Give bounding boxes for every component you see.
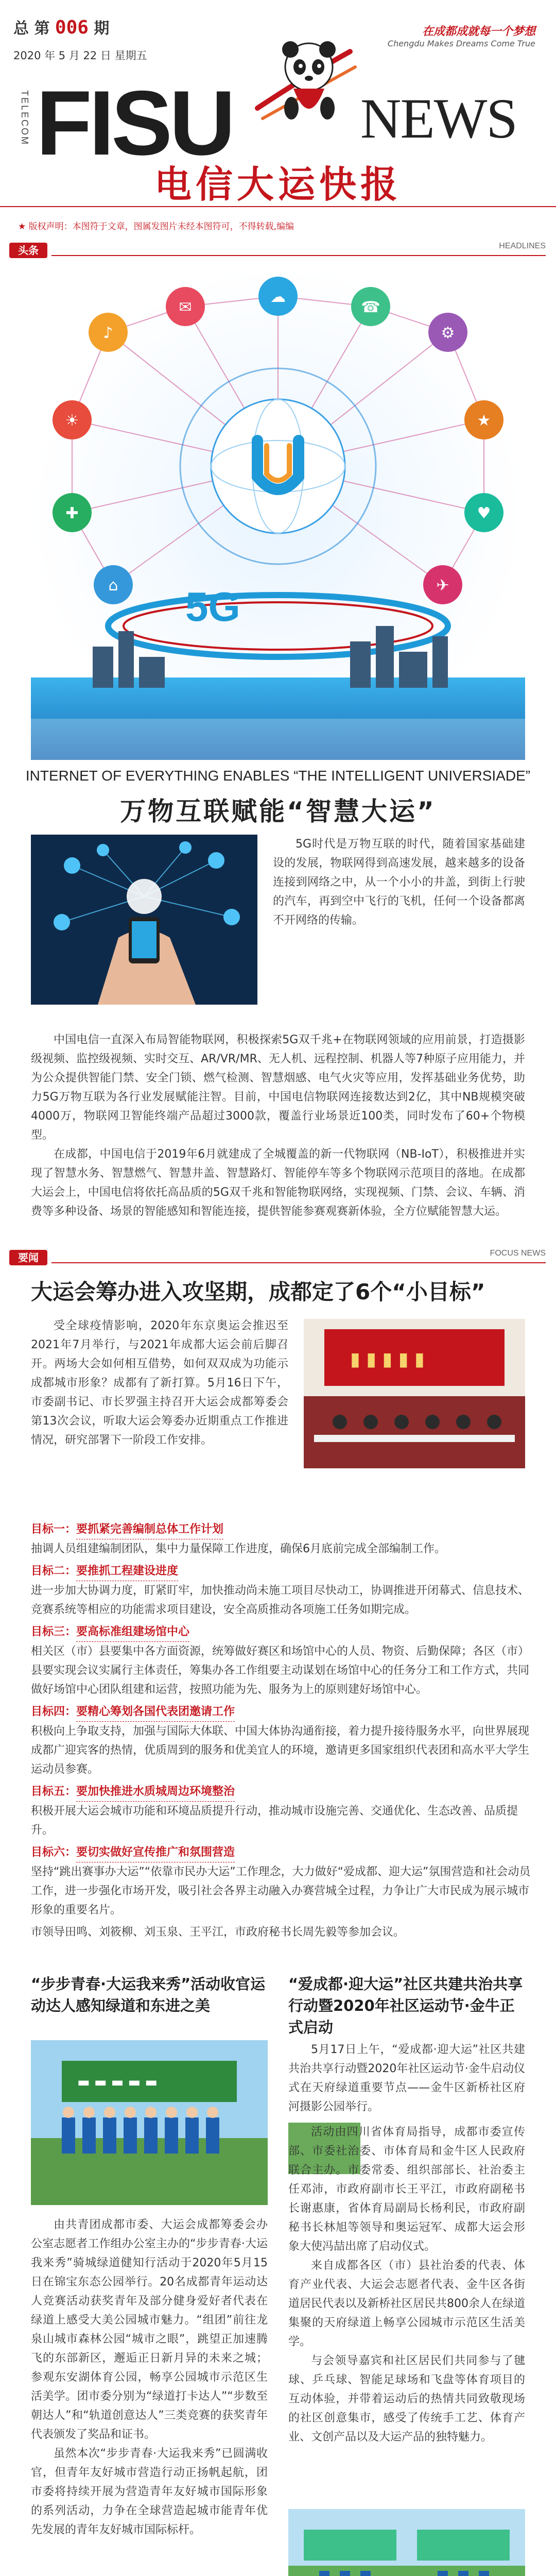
masthead-title: 电信大运快报 xyxy=(154,163,402,206)
article2-intro xyxy=(31,1316,288,1450)
left-col-headline: “步步青春·大运我来秀”活动收官运动达人感知绿道和东进之美 xyxy=(31,1975,266,2014)
svg-text:⚙: ⚙ xyxy=(441,324,455,342)
goal-2 xyxy=(31,1562,535,1619)
masthead-divider xyxy=(0,206,556,207)
copyright-notice: ★ 版权声明：本图符于文章，图属发图片未经本图符可，不得转载,编编 xyxy=(18,222,294,232)
5g-badge: 5G xyxy=(185,584,240,630)
left-col-photo xyxy=(31,2040,268,2205)
goal-5 xyxy=(31,1782,535,1840)
right-col-body xyxy=(288,2040,525,2116)
goal-1 xyxy=(31,1520,535,1558)
publish-date: 2020 年 5 月 22 日 星期五 xyxy=(13,49,147,62)
right-col-body4-text: 与会领导嘉宾和社区居民们共同参与了毽球、乒乓球、智能足球场和飞盘等体育项目的互动体验，并带着运动后的热情共同致敬现场的社区创意集市，感受了传统手工艺、体育产业、文创产品以及大运产品的独特魅力。 xyxy=(288,2354,525,2444)
goal-6-title: 要切实做好宣传推广和氛围营造 xyxy=(76,1843,235,1862)
section-rule xyxy=(51,1262,546,1263)
slogan-en: Chengdu Makes Dreams Come True xyxy=(387,39,535,48)
goal-1-label: 目标一： xyxy=(31,1523,77,1536)
right-col-body3-text: 来自成都各区（市）县社治委的代表、体育产业代表、大运会志愿者代表、金牛区各街道居民代表以及新桥社区居民共800余人在绿道集聚的天府绿道上畅享公园城市示范区生活美学。 xyxy=(288,2259,525,2348)
masthead xyxy=(0,0,556,216)
goal-3-label: 目标三： xyxy=(31,1625,77,1638)
fisu-logo: FISU xyxy=(36,72,233,174)
goal-4-label: 目标四： xyxy=(31,1705,77,1718)
hero-illustration xyxy=(31,265,525,760)
focus-section-label: 要闻 xyxy=(9,1250,47,1265)
headline-section-en: HEADLINES xyxy=(499,242,546,250)
meeting-photo xyxy=(304,1319,525,1468)
goal-3-title: 要高标准组建场馆中心 xyxy=(76,1622,189,1642)
slogan-cn: 在成都成就每一个梦想 xyxy=(422,25,535,38)
svg-text:⌂: ⌂ xyxy=(108,577,118,595)
goal-3 xyxy=(31,1622,535,1699)
article1-para1-text: 5G时代是万物互联的时代，随着国家基础建设的发展，物联网得到高速发展，越来越多的设备连接到网络之中，从一个小小的井盖，到街上行驶的汽车，再到空中飞行的飞机，任何一个设备都离不开网络的传输。 xyxy=(273,838,525,927)
goal-5-title: 要加快推进水质城周边环境整治 xyxy=(76,1782,235,1802)
article1-para2-text: 中国电信一直深入布局智能物联网，积极探索5G双千兆+在物联网领域的应用前景，打造摄影级视频、监控级视频、实时交互、AR/VR/MR、无人机、远程控制、机器人等7种原子应用能力，并为公众提供智能门禁、安全门锁、燃气检测、智慧烟感、电气火灾等应用，发挥基础业务优势，助力5G万物互联为各行业发展赋能注智。目前，中国电信物联网连接数达到2亿，其中NB规模突破4000万，物联网卫智能终端产品超过3000款，覆盖行业场景近100类，同时发布了60+个物模型。 xyxy=(31,1033,525,1142)
goal-1-text: 抽调人员组建编制团队，集中力量保障工作进度，确保6月底前完成全部编制工作。 xyxy=(31,1543,446,1555)
right-col-body-2 xyxy=(288,2123,525,2447)
svg-text:♥: ♥ xyxy=(477,504,491,522)
article1-para3-text: 在成都，中国电信于2019年6月就建成了全城覆盖的新一代物联网（NB-IoT），积极推进并实现了智慧水务、智慧燃气、智慧井盖、智慧路灯、智能停车等多个物联网示范项目的落地。在成都大运会上，中国电信将依托高品质的5G双千兆和智能物联网络，实现视频、门禁、会议、车辆、消费等多种设备、场景的智能感知和智能连接，提供智能参赛观赛新体验，全方位赋能智慧大运。 xyxy=(31,1148,525,1218)
goal-4-text: 积极向上争取支持，加强与国际大体联、中国大体协沟通衔接，着力提升接待服务水平，向世界展现成都广迎宾客的热情，优质周到的服务和优美宜人的环境，邀请更多国家组织代表团和高水平大学生运动员参赛。 xyxy=(31,1725,530,1776)
article2-headline: 大运会筹办进入攻坚期，成都定了6个“小目标” xyxy=(31,1279,485,1304)
goal-4 xyxy=(31,1702,535,1779)
slogan xyxy=(388,23,535,48)
goals-list xyxy=(31,1520,535,1945)
telecom-label: TELECOM xyxy=(20,90,30,146)
right-col-photo xyxy=(288,2509,525,2576)
goal-5-label: 目标五： xyxy=(31,1785,77,1798)
article1-body xyxy=(31,1030,525,1221)
svg-text:☎: ☎ xyxy=(361,298,380,316)
panda-mascot-icon xyxy=(247,31,360,134)
right-col-headline: “爱成都·迎大运”社区共建共治共享行动暨2020年社区运动节·金牛正式启动 xyxy=(288,1975,523,2036)
hero-caption-cn: 万物互联赋能“智慧大运” xyxy=(120,796,436,826)
goal-5-text: 积极开展大运会城市功能和环境品质提升行动，推动城市设施完善、交通优化、生态改善、品质提升。 xyxy=(31,1805,518,1837)
goal-6-text: 坚持“跳出赛事办大运”“依靠市民办大运”工作理念，大力做好“爱成都、迎大运”氛围营造和社会动员工作，进一步强化市场开发，吸引社会各界主动融入办赛营城全过程，力争让广大市民成为展示城市形象的重要名片。 xyxy=(31,1866,531,1917)
right-col-body2-text: 活动由四川省体育局指导，成都市委宣传部、市委社治委、市体育局和金牛区人民政府联合主办。市委常委、组织部部长、社治委主任邓沛，市政府副市长王平江，市政府副秘书长谢惠康，省体育局副局长杨利民，市政府副秘书长林旭等领导和奥运冠军、成都大运会形象大使冯喆出席了启动仪式。 xyxy=(288,2126,525,2253)
left-col-body-text: 由共青团成都市委、大运会成都筹委会办公室志愿者工作组办公室主办的“步步青春·大运我来秀”骑城绿道健知行活动于2020年5月15日在锦宝东态公园举行。20名成都青年运动达人竞赛活动获奖青年及部分健身爱好者代表在绿道上感受大美公园城市魅力。“组团”前往龙泉山城市森林公园“城市之眼”，跳望正加速腾飞的东部新区，邂逅正日新月异的未来之城；参观东安湖体育公园，畅享公园城市示范区生活美学。团市委分别为“绿道打卡达人”“步数至朝达人”和“轨道创意达人”三类竞赛的获奖青年代表颁发了奖品和证书。 xyxy=(31,2218,268,2441)
goal-6 xyxy=(31,1843,535,1920)
hero-caption-en: INTERNET OF EVERYTHING ENABLES “THE INTELLIGENT UNIVERSIADE” xyxy=(25,768,531,784)
goal-3-text: 相关区（市）县要集中各方面资源，统筹做好赛区和场馆中心的人员、物资、后勤保障；各区（市）县要实现会议实属行主体责任，筹集办各工作组要主动谋划在场馆中心的任务分工和工作方式，共同做好场馆中心团队组建和运营，按照功能为先、服务为上的原则建好场馆中心。 xyxy=(31,1645,530,1696)
goal-2-label: 目标二： xyxy=(31,1565,77,1578)
svg-text:★: ★ xyxy=(477,412,491,430)
svg-text:▬ ▬ ▬ ▬ ▬: ▬ ▬ ▬ ▬ ▬ xyxy=(77,2075,158,2090)
goal-2-title: 要推抓工程建设进度 xyxy=(76,1562,178,1581)
goal-1-title: 要抓紧完善编制总体工作计划 xyxy=(76,1520,223,1539)
focus-section-bar xyxy=(0,1247,556,1267)
right-col-body-text: 5月17日上午，“爱成都·迎大运”社区共建共治共享行动暨2020年社区运动节·金牛启动仪式在天府绿道重要节点——金牛区新桥社区府河摄影公园举行。 xyxy=(288,2043,525,2113)
section-rule xyxy=(51,255,546,256)
svg-text:✉: ✉ xyxy=(179,298,192,316)
svg-text:☀: ☀ xyxy=(65,412,79,430)
article2-closing: 市领导田鸣、刘筱柳、刘玉泉、王平江，市政府秘书长周先毅等参加会议。 xyxy=(31,1926,405,1939)
article2-intro-text: 受全球疫情影响，2020年东京奥运会推迟至2021年7月举行，与2021年成都大运会前后脚召开。两场大会如何相互借势，如何双双成为功能示成都城市形象？成都有了新打算。5月16日下午，市委副书记、市长罗强主持召开大运会成都筹委会第13次会议，听取大运会筹委办近期重点工作推进情况，研究部署下一阶段工作安排。 xyxy=(31,1319,288,1447)
left-col-body2-text: 虽然本次“步步青春·大运我来秀”已圆满收官，但青年友好城市营造行动正扬帆起航，团市委将持续开展为营造青年友好城市国际形象的系列活动，力争在全球营造起城市能青年优先发展的青年友好城市国际标杆。 xyxy=(31,2447,268,2536)
iot-network-graphic xyxy=(31,265,525,760)
goal-4-title: 要精心筹划各国代表团邀请工作 xyxy=(76,1702,235,1722)
issue-number xyxy=(13,15,109,38)
left-col-body xyxy=(31,2215,268,2539)
svg-text:✈: ✈ xyxy=(436,577,449,595)
article1-para1 xyxy=(273,835,525,930)
goal-2-text: 进一步加大协调力度，盯紧盯牢，加快推动尚未施工项目尽快动工，协调推进开闭幕式、信息技术、竞赛系统等相应的功能需求项目建设，安全高质推动各项施工任务如期完成。 xyxy=(31,1584,530,1616)
news-logo: NEWS xyxy=(360,87,517,150)
svg-text:✚: ✚ xyxy=(65,504,79,522)
focus-section-en: FOCUS NEWS xyxy=(490,1249,546,1258)
headline-section-bar xyxy=(0,240,556,260)
svg-text:☁: ☁ xyxy=(270,288,286,306)
iot-hand-photo xyxy=(31,835,257,1005)
goal-6-label: 目标六： xyxy=(31,1846,77,1859)
headline-section-label: 头条 xyxy=(9,243,47,258)
svg-text:♪: ♪ xyxy=(103,324,113,342)
svg-text:▮ ▮ ▮ ▮ ▮: ▮ ▮ ▮ ▮ ▮ xyxy=(350,1349,425,1370)
issue-suffix: 期 xyxy=(94,20,110,38)
issue-number-value: 006 xyxy=(55,17,89,38)
issue-prefix: 总 第 xyxy=(13,20,50,38)
